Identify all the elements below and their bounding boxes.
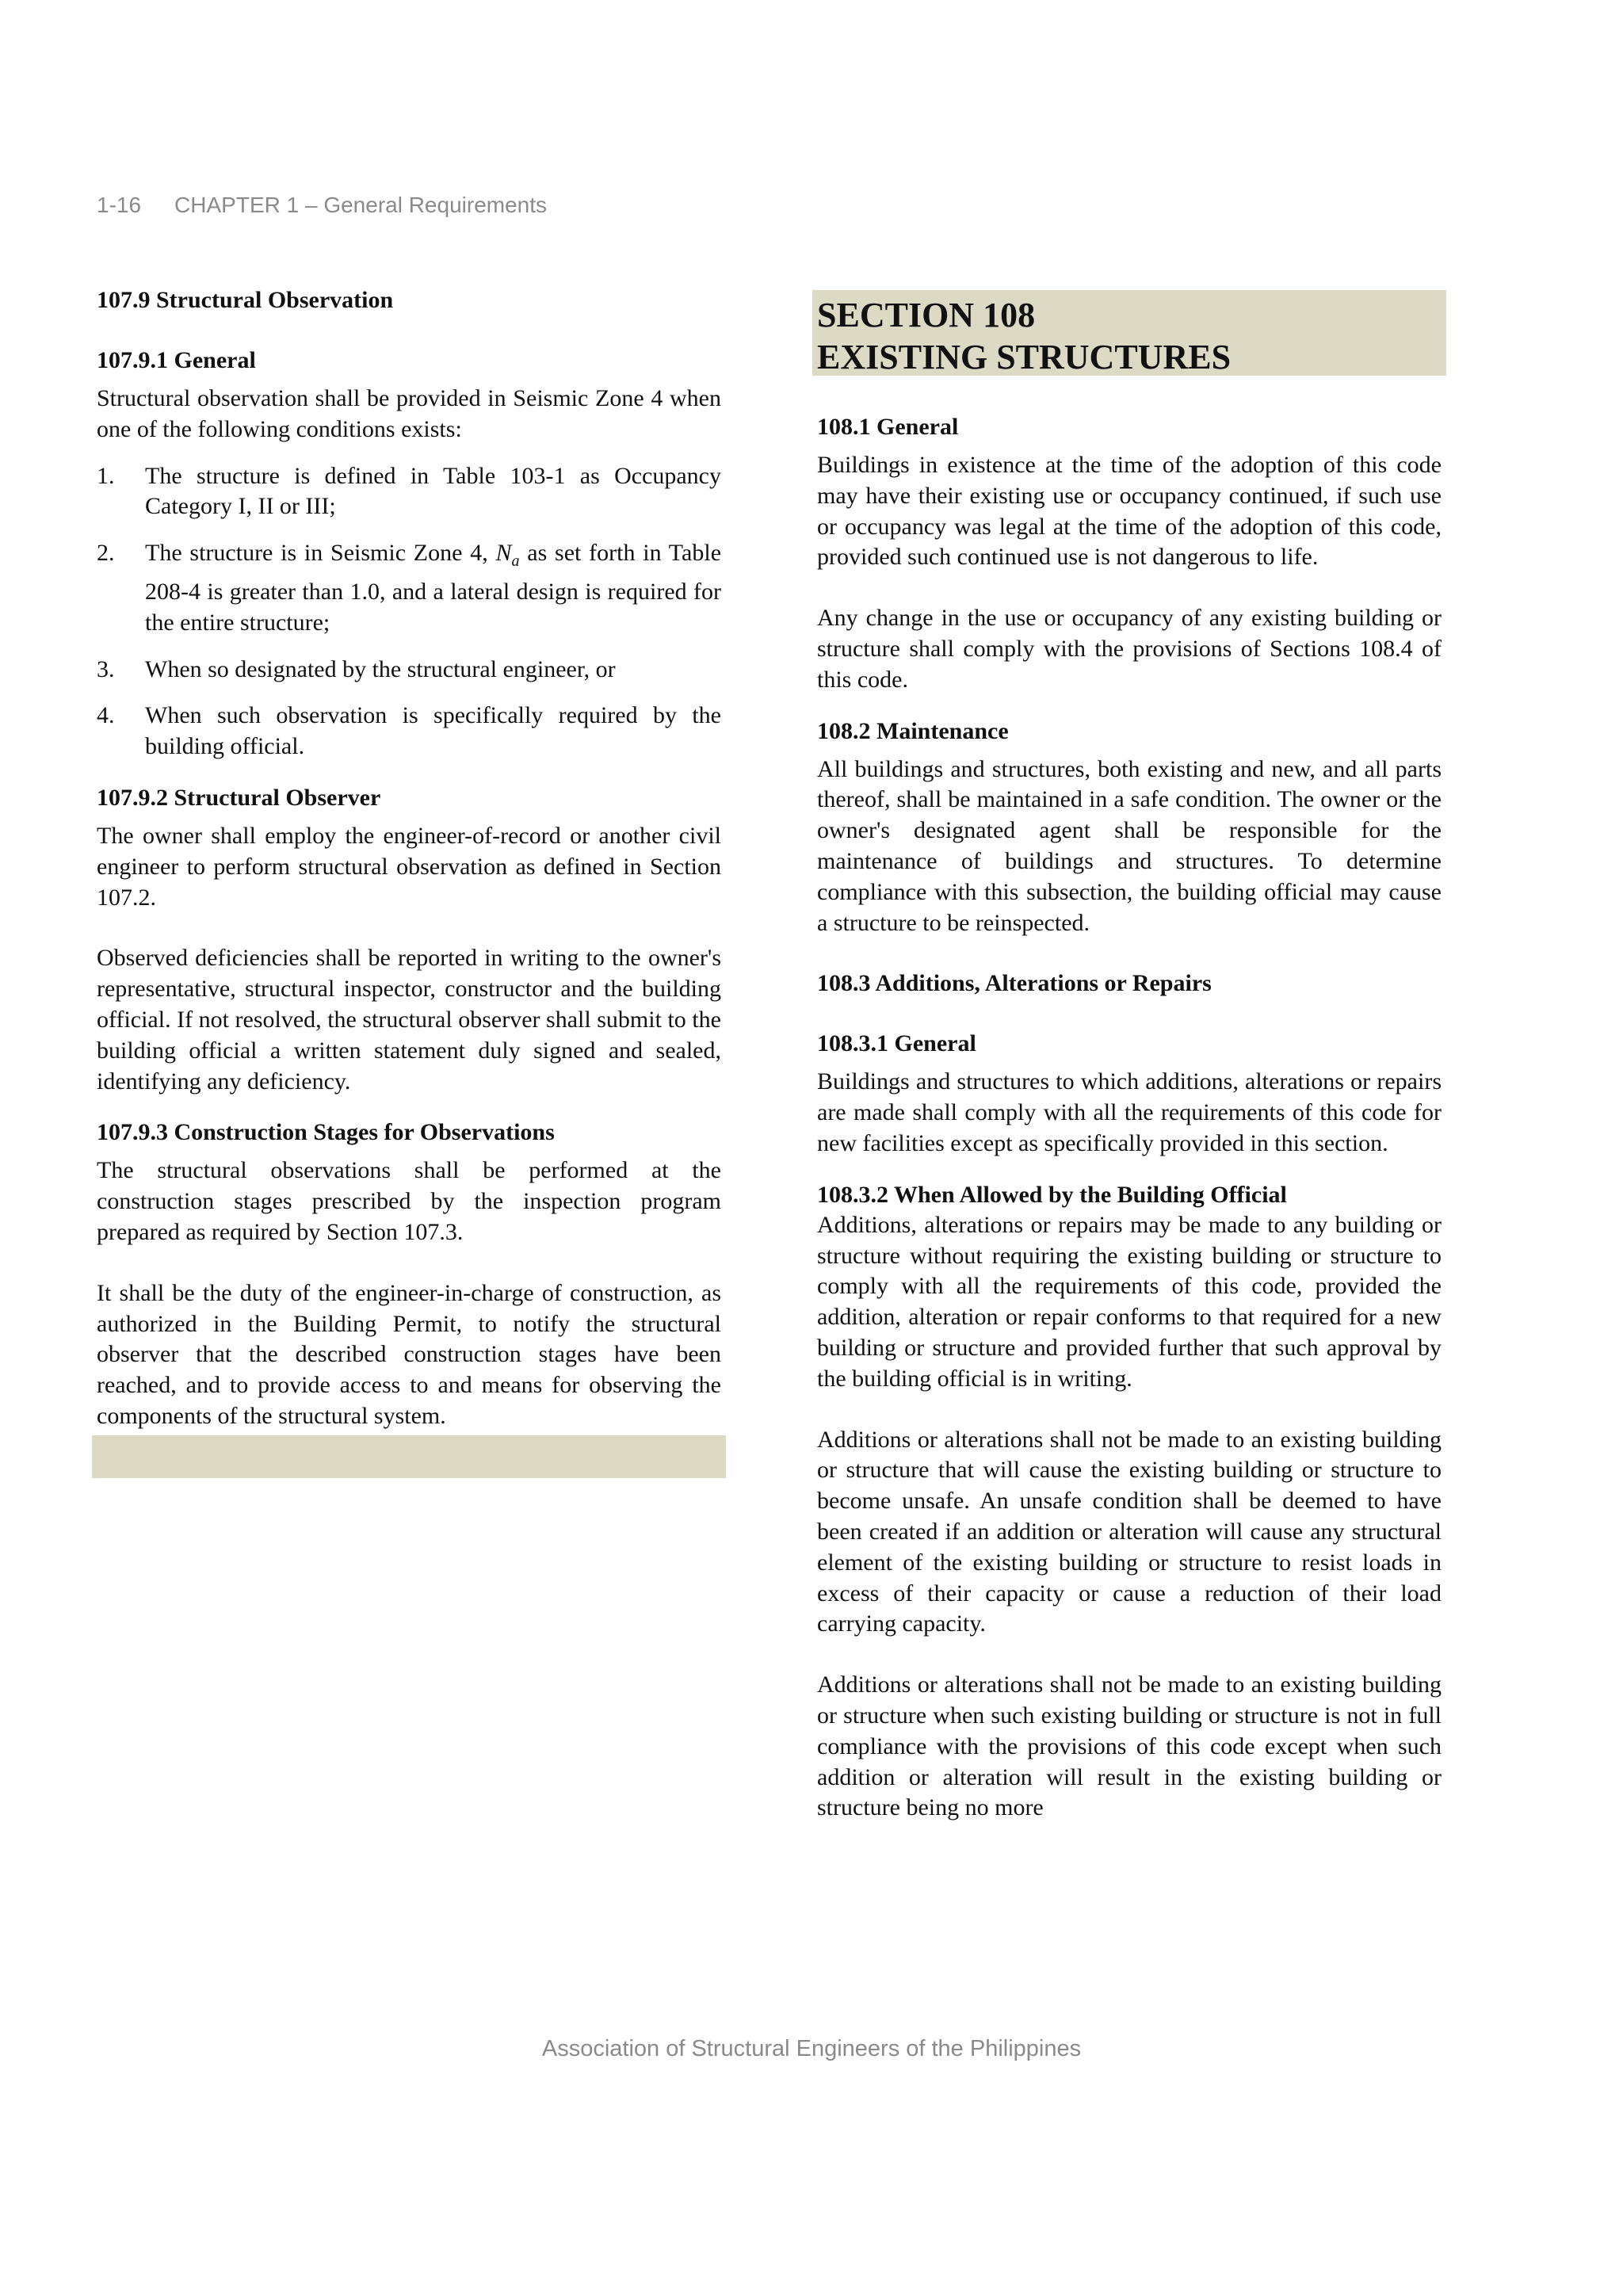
heading-107-9-1: 107.9.1 General bbox=[97, 347, 256, 373]
variable-n: N bbox=[495, 540, 512, 567]
heading-107-9-2: 107.9.2 Structural Observer bbox=[97, 784, 381, 811]
heading-107-9-3: 107.9.3 Construction Stages for Observations bbox=[97, 1119, 555, 1146]
chapter-title: CHAPTER 1 – General Requirements bbox=[174, 193, 548, 217]
list-item bbox=[97, 655, 721, 686]
list-item bbox=[97, 701, 721, 762]
section-title: EXISTING STRUCTURES bbox=[817, 338, 1232, 376]
list-item-number: 1. bbox=[97, 462, 115, 489]
page-footer: Association of Structural Engineers of the Philippines bbox=[541, 2036, 1082, 2061]
heading-108-3: 108.3 Additions, Alterations or Repairs bbox=[817, 970, 1212, 997]
paragraph-108-3-2-b: Additions or alterations shall not be made to an existing building or structure that will cause the existing building or structure to become unsafe. An unsafe condition shall be deemed to have been created if an addition or alteration will cause any structural element of the existing building or structure to resist loads in excess of their capacity or cause a reduction of their load carrying capacity. bbox=[817, 1426, 1442, 1637]
left-column bbox=[97, 285, 721, 1478]
list-item-number: 2. bbox=[97, 540, 115, 567]
heading-108-1: 108.1 General bbox=[817, 414, 959, 440]
heading-108-3-1: 108.3.1 General bbox=[817, 1030, 976, 1057]
paragraph-107-9-2-a: The owner shall employ the engineer-of-record or another civil engineer to perform structural observation as defined in Section 107.2. bbox=[97, 822, 721, 911]
paragraph-107-9-3-b: It shall be the duty of the engineer-in-charge of construction, as authorized in the Building Permit, to notify the structural observer that the described construction stages have been reached, and to provide access to and means for observing the components of the structural system. bbox=[97, 1279, 721, 1429]
paragraph-108-2: All buildings and structures, both existing and new, and all parts thereof, shall be maintained in a safe condition. The owner or the owner's designated agent shall be responsible for the maintenance of buildings and structures. To determine compliance with this subsection, the building official may cause a structure to be reinspected. bbox=[817, 755, 1442, 936]
paragraph-107-9-3-a: The structural observations shall be performed at the construction stages prescribed by the inspection program prepared as required by Section 107.3. bbox=[97, 1157, 721, 1245]
variable-subscript-a: a bbox=[511, 552, 520, 571]
shaded-divider bbox=[92, 1435, 726, 1478]
paragraph-108-3-1: Buildings and structures to which additions, alterations or repairs are made shall comply with all the requirements of this code for new facilities except as specifically provided in this section. bbox=[817, 1068, 1442, 1156]
heading-108-3-2: 108.3.2 When Allowed by the Building Official bbox=[817, 1181, 1287, 1208]
page-number: 1-16 bbox=[97, 193, 142, 217]
paragraph-108-1-b: Any change in the use or occupancy of any existing building or structure shall comply with the provisions of Sections 108.4 of this code. bbox=[817, 605, 1442, 693]
list-item-number: 3. bbox=[97, 655, 115, 682]
heading-108-2: 108.2 Maintenance bbox=[817, 717, 1009, 744]
list-item bbox=[97, 538, 721, 638]
list-item-text: When so designated by the structural engineer, or bbox=[145, 655, 616, 682]
heading-107-9: 107.9 Structural Observation bbox=[97, 287, 394, 313]
paragraph-108-3-2-a: Additions, alterations or repairs may be made to any building or structure without requiring the existing building or structure to comply with all the requirements of this code, provided the addition, alteration or repair conforms to that required for a new building or structure and provided further that such approval by the building official is in writing. bbox=[817, 1211, 1442, 1392]
paragraph-108-3-2-c: Additions or alterations shall not be made to an existing building or structure when such existing building or structure is not in full compliance with the provisions of this code except when such addition or alteration will result in the existing building or structure being no more bbox=[817, 1671, 1442, 1821]
list-item-text-continued: as set forth in Table 208-4 is greater than 1.0, and a lateral design is required for the entire structure; bbox=[145, 540, 722, 636]
conditions-list bbox=[97, 461, 721, 762]
right-column bbox=[817, 285, 1442, 1824]
paragraph-108-1-a: Buildings in existence at the time of the adoption of this code may have their existing use or occupancy continued, if such use or occupancy was legal at the time of the adoption of this code, provided such continued use is not dangerous to life. bbox=[817, 452, 1442, 571]
section-banner bbox=[812, 290, 1446, 376]
list-item-text: When such observation is specifically required by the building official. bbox=[145, 702, 721, 760]
paragraph-107-9-2-b: Observed deficiencies shall be reported in writing to the owner's representative, structural inspector, constructor and the building official. If not resolved, the structural observer shall submit to the building official a written statement duly signed and sealed, identifying any deficiency. bbox=[97, 945, 721, 1095]
list-item-text: The structure is defined in Table 103-1 as Occupancy Category I, II or III; bbox=[145, 462, 721, 520]
section-number: SECTION 108 bbox=[817, 296, 1036, 334]
list-item bbox=[97, 461, 721, 523]
page-header bbox=[97, 193, 547, 218]
list-item-number: 4. bbox=[97, 702, 115, 729]
paragraph-107-9-1: Structural observation shall be provided in Seismic Zone 4 when one of the following conditions exists: bbox=[97, 385, 721, 442]
list-item-text: The structure is in Seismic Zone 4, bbox=[145, 540, 496, 567]
